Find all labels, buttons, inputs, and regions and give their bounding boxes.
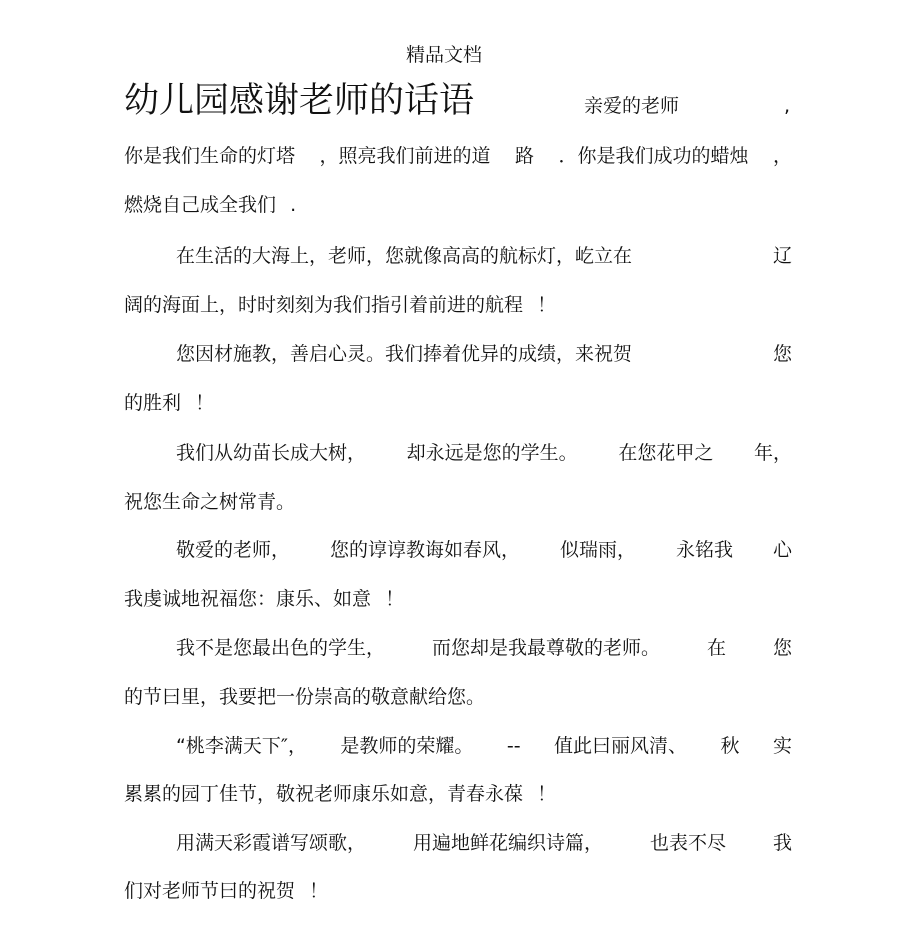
text-segment: 我虔诚地祝福您：康乐、如意 <box>124 588 372 610</box>
text-line <box>124 489 792 515</box>
text-segment: 们对老师节曰的祝贺 <box>124 880 296 902</box>
text-segment: . <box>290 194 297 216</box>
text-segment: 的节曰里，我要把一份崇高的敬意献给您。 <box>124 686 486 708</box>
text-segment: 累累的园丁佳节，敬祝老师康乐如意，青春永葆 <box>124 783 524 805</box>
text-line <box>176 635 792 661</box>
text-segment: 您 <box>772 343 792 365</box>
text-segment: ，照亮我们前进的道 <box>319 145 491 167</box>
text-segment: 燃烧自己成全我们 <box>124 194 277 216</box>
text-segment: ， <box>772 145 792 167</box>
text-segment: ！ <box>195 392 215 414</box>
document-title: 幼儿园感谢老师的话语 <box>124 81 475 121</box>
text-segment: 年， <box>753 442 792 464</box>
text-segment: 我不是您最出色的学生， <box>176 637 386 659</box>
text-segment: 祝您生命之树常青。 <box>124 491 296 513</box>
text-segment: 在生活的大海上，老师，您就像高高的航标灯，屹立在 <box>176 245 633 267</box>
text-segment: 也表不尽 <box>649 832 726 854</box>
text-segment: 的胜利 <box>124 392 182 414</box>
text-segment: 阔的海面上，时时刻刻为我们指引着前进的航程 <box>124 294 524 316</box>
text-line <box>176 440 792 466</box>
page-header: 精品文档 <box>405 44 482 66</box>
salutation-comma: , <box>784 95 791 117</box>
text-segment: 您因材施教，善启心灵。我们捧着优异的成绩，来祝贺 <box>176 343 633 365</box>
text-segment: 在 <box>706 637 726 659</box>
text-line <box>176 537 792 563</box>
text-segment: “桃李满天下″， <box>176 735 307 757</box>
text-segment: 您的谆谆教诲如春风， <box>329 539 520 561</box>
text-line <box>176 341 792 367</box>
text-segment: 实 <box>772 735 792 757</box>
text-line <box>124 292 792 318</box>
text-segment: 您 <box>772 637 792 659</box>
text-segment: 却永远是您的学生。 <box>406 442 578 464</box>
text-segment: 是教师的荣耀。 <box>340 735 474 757</box>
text-segment: 辽 <box>772 245 792 267</box>
text-line <box>124 878 792 904</box>
text-segment: 心 <box>772 539 792 561</box>
text-line <box>176 243 792 269</box>
text-segment: 我 <box>772 832 792 854</box>
text-segment: 我们从幼苗长成大树， <box>176 442 367 464</box>
text-segment: ！ <box>537 783 557 805</box>
text-line <box>176 830 792 856</box>
text-segment: ！ <box>385 588 405 610</box>
text-segment: 永铭我 <box>675 539 733 561</box>
text-line <box>124 143 792 169</box>
text-segment: 你是我们生命的灯塔 <box>124 145 296 167</box>
text-line <box>124 781 792 807</box>
text-line <box>124 684 792 710</box>
text-segment: -- <box>506 735 521 757</box>
text-segment: ！ <box>537 294 557 316</box>
text-segment: ．你是我们成功的蜡烛 <box>558 145 749 167</box>
text-segment: 用满天彩霞谱写颂歌， <box>176 832 367 854</box>
text-segment: 似瑞雨， <box>559 539 636 561</box>
text-line <box>124 390 792 416</box>
text-segment: 而您却是我最尊敬的老师。 <box>431 637 660 659</box>
text-segment: 路 <box>514 145 534 167</box>
text-line <box>124 586 792 612</box>
text-line <box>176 733 792 759</box>
text-segment: 在您花甲之 <box>618 442 714 464</box>
text-segment: 敬爱的老师， <box>176 539 291 561</box>
text-segment: ！ <box>309 880 329 902</box>
text-segment: 值此曰丽风清、 <box>554 735 688 757</box>
text-segment: 秋 <box>720 735 740 757</box>
salutation: 亲爱的老师 <box>584 95 680 117</box>
text-line <box>124 192 792 218</box>
text-segment: 用遍地鲜花编织诗篇， <box>412 832 603 854</box>
